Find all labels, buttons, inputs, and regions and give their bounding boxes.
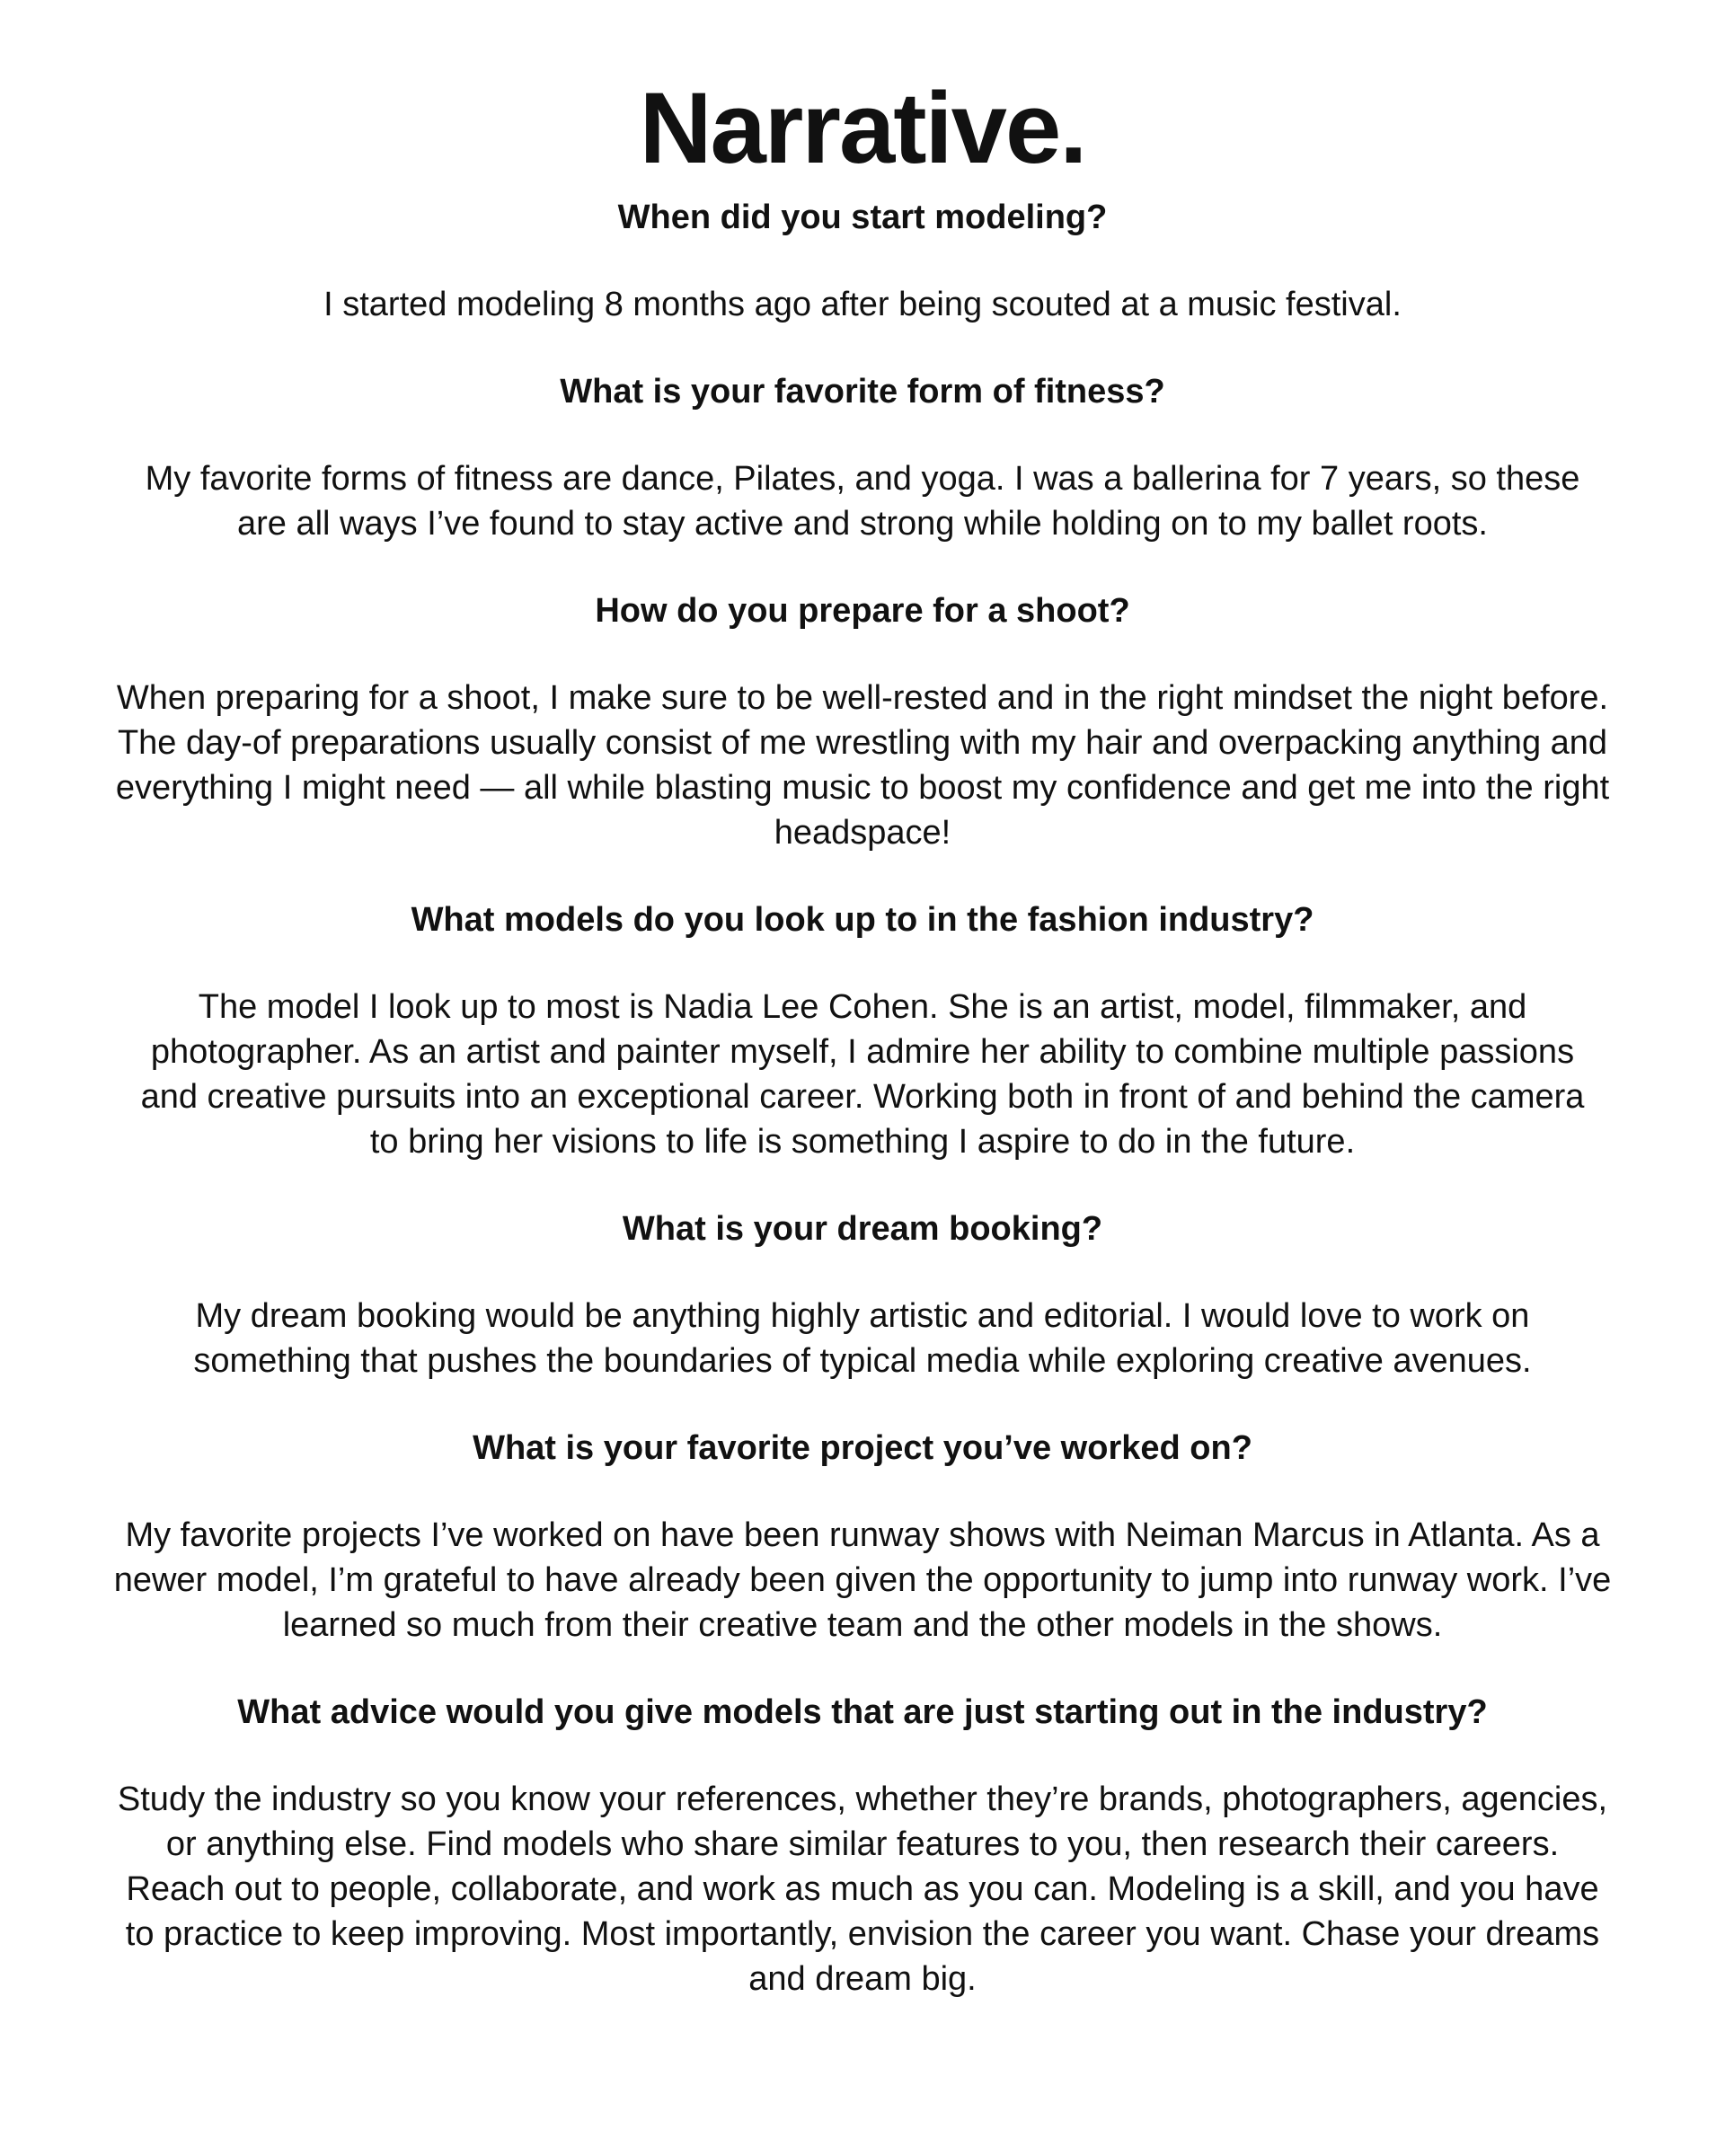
answer-paragraph: Study the industry so you know your references, whether they’re brands, photographers, agencies, or anything else. Find models who share similar features to you, then research their careers. Reach out to people, collaborate, and work as much as you can. Modeling is a skill, and you have to practice to keep improving. Most importantly, envision the career you want. Chase your dreams and dream big. — [117, 1780, 1608, 1998]
qa-item — [99, 367, 1626, 546]
question-heading: When did you start modeling? — [617, 199, 1108, 236]
question-heading: What advice would you give models that are just starting out in the industry? — [237, 1693, 1488, 1731]
qa-item — [99, 192, 1626, 327]
qa-item — [99, 1204, 1626, 1383]
qa-list — [99, 192, 1626, 2001]
question-heading: What is your favorite form of fitness? — [560, 373, 1165, 411]
qa-item — [99, 1687, 1626, 2001]
question-heading: How do you prepare for a shoot? — [595, 592, 1130, 630]
page-title: Narrative. — [639, 72, 1086, 184]
answer-paragraph: My favorite projects I’ve worked on have been runway shows with Neiman Marcus in Atlanta. As a newer model, I’m grateful to have already been given the opportunity to jump into runway work. I’ve learned so much from their creative team and the other models in the shows. — [113, 1516, 1612, 1644]
question-heading: What is your dream booking? — [622, 1210, 1103, 1248]
qa-item — [99, 895, 1626, 1164]
answer-paragraph: The model I look up to most is Nadia Lee Cohen. She is an artist, model, filmmaker, and photographer. As an artist and painter myself, I admire her ability to combine multiple passions and creative pursuits into an exceptional career. Working both in front of and behind the camera to bring her visions to life is something I aspire to do in the future. — [140, 988, 1585, 1161]
answer-paragraph: When preparing for a shoot, I make sure to be well-rested and in the right mindset the night before. The day-of preparations usually consist of me wrestling with my hair and overpacking anything and everything I might need — all while blasting music to boost my confidence and get me into the right headspace! — [115, 679, 1610, 852]
question-heading: What is your favorite project you’ve worked on? — [473, 1429, 1252, 1467]
qa-item — [99, 1423, 1626, 1648]
answer-paragraph: I started modeling 8 months ago after being scouted at a music festival. — [323, 286, 1402, 323]
answer-paragraph: My favorite forms of fitness are dance, Pilates, and yoga. I was a ballerina for 7 years, so these are all ways I’ve found to stay active and strong while holding on to my ballet roots. — [145, 460, 1580, 543]
qa-item — [99, 586, 1626, 855]
answer-paragraph: My dream booking would be anything highly artistic and editorial. I would love to work on something that pushes the boundaries of typical media while exploring creative avenues. — [193, 1297, 1532, 1380]
question-heading: What models do you look up to in the fashion industry? — [411, 901, 1314, 939]
